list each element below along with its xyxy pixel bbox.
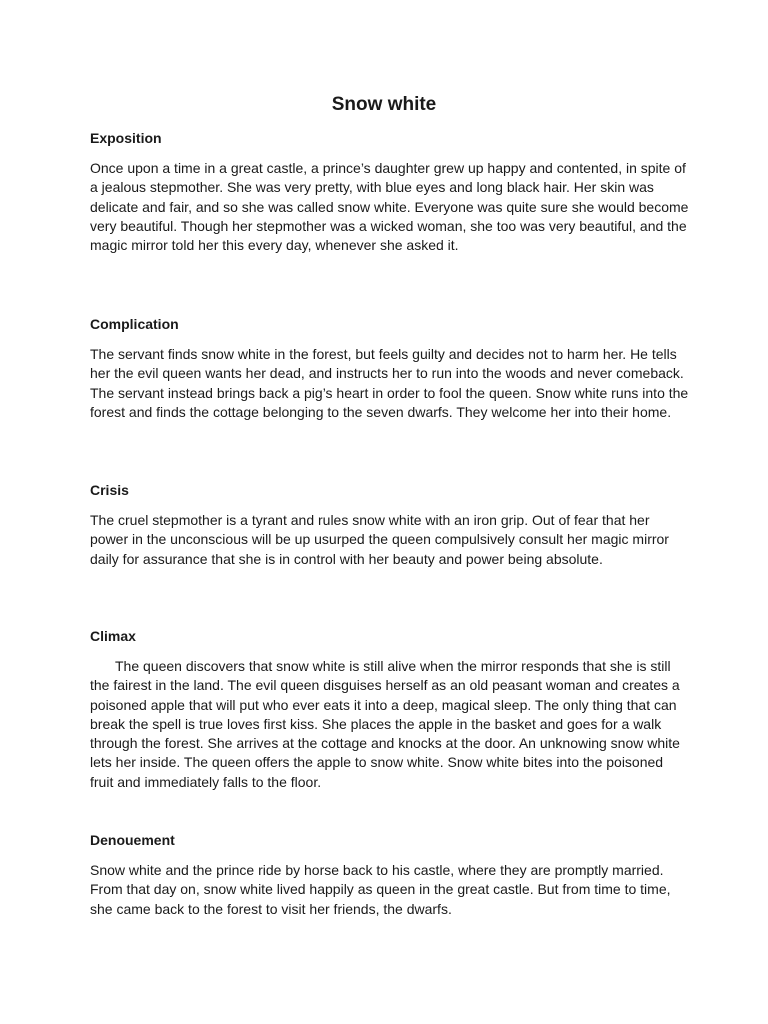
section-body: The cruel stepmother is a tyrant and rules snow white with an iron grip. Out of fear that her power in the unconscious will be up usurped the queen compulsively consult her magic mirror daily for assurance that she is in control with her beauty and power being absolute. — [90, 512, 669, 567]
section-heading: Climax — [90, 628, 136, 644]
page-title: Snow white — [331, 94, 437, 115]
section-heading: Complication — [90, 316, 179, 332]
section-body: Once upon a time in a great castle, a prince’s daughter grew up happy and contented, in spite of a jealous stepmother. She was very pretty, with blue eyes and long black hair. Her skin was delicate and fair, and so she was called snow white. Everyone was quite sure she would become very beautiful. Though her stepmother was a wicked woman, she too was very beautiful, and the magic mirror told her this every day, whenever she asked it. — [90, 160, 689, 254]
section-heading: Crisis — [90, 482, 129, 498]
section-crisis — [90, 481, 690, 569]
section-climax — [90, 627, 690, 792]
section-heading: Exposition — [90, 130, 162, 146]
section-body: Snow white and the prince ride by horse back to his castle, where they are promptly married. From that day on, snow white lived happily as queen in the great castle. But from time to time, she came back to the forest to visit her friends, the dwarfs. — [90, 862, 671, 917]
section-exposition — [90, 129, 690, 255]
section-heading: Denouement — [90, 832, 175, 848]
section-denouement — [90, 831, 690, 919]
section-body: The queen discovers that snow white is still alive when the mirror responds that she is still the fairest in the land. The evil queen disguises herself as an old peasant woman and creates a poisoned apple that will put who ever eats it into a deep, magical sleep. The only thing that can break the spell is true loves first kiss. She places the apple in the basket and goes for a walk through the forest. She arrives at the cottage and knocks at the door. An unknowing snow white lets her inside. The queen offers the apple to snow white. Snow white bites into the poisoned fruit and immediately falls to the floor. — [90, 658, 680, 790]
section-body: The servant finds snow white in the forest, but feels guilty and decides not to harm her. He tells her the evil queen wants her dead, and instructs her to run into the woods and never comeback. The servant instead brings back a pig’s heart in order to fool the queen. Snow white runs into the forest and finds the cottage belonging to the seven dwarfs. They welcome her into their home. — [90, 346, 689, 420]
section-complication — [90, 315, 690, 422]
